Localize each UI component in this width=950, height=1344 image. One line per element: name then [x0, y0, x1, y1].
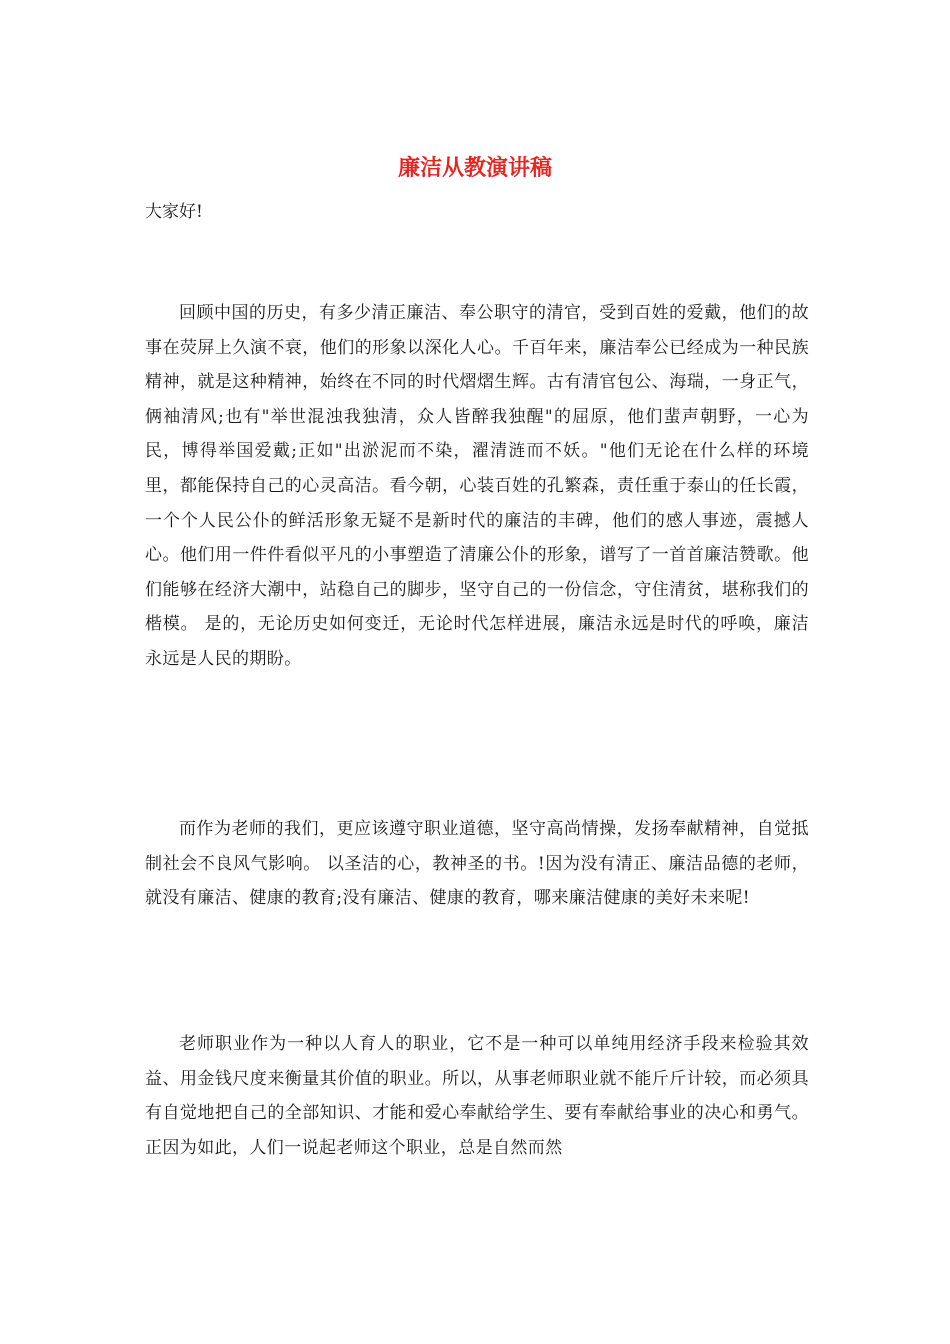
- greeting-text: 大家好!: [145, 202, 203, 222]
- body-paragraph-3: 老师职业作为一种以人育人的职业，它不是一种可以单纯用经济手段来检验其效益、用金钱尺度来衡量其价值的职业。所以，从事老师职业就不能斤斤计较，而必须具有自觉地把自己的全部知识、才能和爱心奉献给学生、要有奉献给事业的决心和勇气。正因为如此，人们一说起老师这个职业，总是自然而然: [145, 1034, 809, 1158]
- document-title: 廉洁从教演讲稿: [397, 155, 552, 181]
- body-paragraph-1: 回顾中国的历史，有多少清正廉洁、奉公职守的清官，受到百姓的爱戴，他们的故事在荧屏上久演不衰，他们的形象以深化人心。千百年来，廉洁奉公已经成为一种民族精神，就是这种精神，始终在不同的时代熠熠生辉。古有清官包公、海瑞，一身正气，俩袖清风;也有"举世混浊我独清，众人皆醉我独醒"的屈原，他们蜚声朝野，一心为民，博得举国爱戴;正如"出淤泥而不染，濯清涟而不妖。"他们无论在什么样的环境里，都能保持自己的心灵高洁。看今朝，心装百姓的孔繁森，责任重于泰山的任长霞，一个个人民公仆的鲜活形象无疑不是新时代的廉洁的丰碑，他们的感人事迹，震撼人心。他们用一件件看似平凡的小事塑造了清廉公仆的形象，谱写了一首首廉洁赞歌。他们能够在经济大潮中，站稳自己的脚步，坚守自己的一份信念，守住清贫，堪称我们的楷模。 是的，无论历史如何变迁，无论时代怎样进展，廉洁永远是时代的呼唤，廉洁永远是人民的期盼。: [145, 303, 809, 669]
- body-paragraph-2: 而作为老师的我们，更应该遵守职业道德，坚守高尚情操，发扬奉献精神，自觉抵制社会不良风气影响。 以圣洁的心，教神圣的书。!因为没有清正、廉洁品德的老师，就没有廉洁、健康的教育;没有廉洁、健康的教育，哪来廉洁健康的美好未来呢!: [145, 819, 809, 909]
